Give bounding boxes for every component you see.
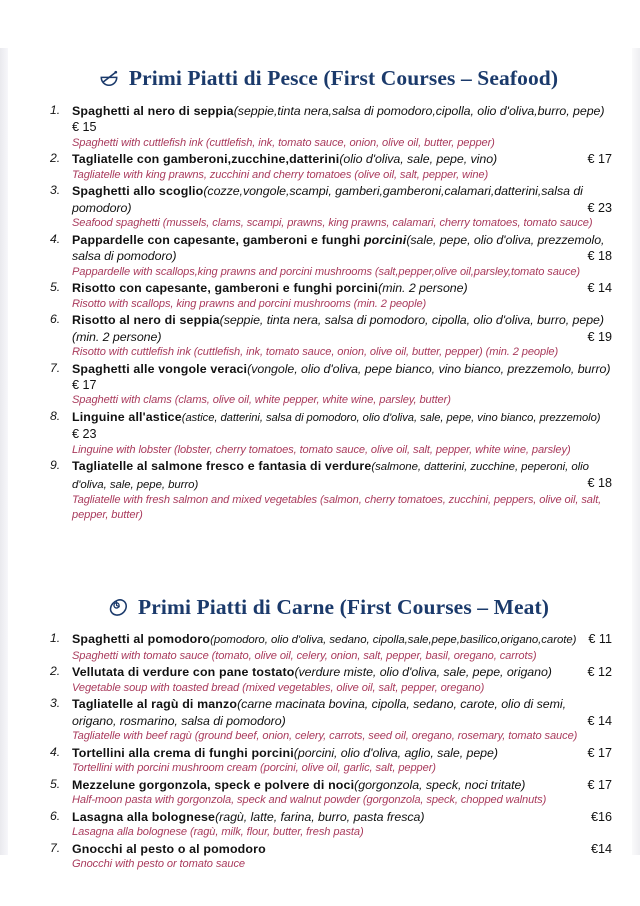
item-translation: Risotto with scallops, king prawns and porcini mushrooms (min. 2 people) — [72, 297, 427, 310]
item-main-line — [72, 664, 612, 680]
item-ingredients: (ragù, latte, farina, burro, pasta fresca) — [215, 809, 425, 824]
item-number: 2. — [50, 151, 61, 166]
menu-item[interactable] — [44, 280, 612, 311]
item-number: 5. — [50, 776, 61, 791]
menu-item[interactable] — [44, 696, 612, 743]
menu-item[interactable] — [44, 458, 612, 522]
item-ingredients: (pomodoro, olio d'oliva, sedano, cipolla,sale,pepe,basilico,origano,carote) — [210, 634, 577, 647]
item-main-line — [72, 777, 612, 793]
item-ingredients: (gorgonzola, speck, noci tritate) — [354, 777, 526, 792]
item-ingredients: (sale, pepe, olio d'oliva, prezzemolo, salsa di pomodoro) — [72, 232, 605, 264]
mortar-and-pestle-icon — [98, 68, 120, 90]
menu-item[interactable] — [44, 183, 612, 230]
menu-page-sheet — [8, 0, 632, 906]
menu-item[interactable] — [44, 631, 612, 663]
menu-item[interactable] — [44, 361, 612, 408]
item-ingredients: (seppie,tinta nera,salsa di pomodoro,cipolla, olio d'oliva,burro, pepe) — [233, 104, 605, 118]
item-translation: Lasagna alla bolognese (ragù, milk, flour, butter, fresh pasta) — [72, 826, 364, 839]
item-number: 1. — [50, 631, 61, 646]
item-main-line — [72, 103, 612, 136]
item-price: € 17 — [72, 378, 97, 393]
item-number: 2. — [50, 664, 61, 679]
item-number: 5. — [50, 280, 61, 295]
item-list-meat — [44, 631, 612, 871]
item-number: 1. — [50, 103, 61, 117]
item-name: Tagliatelle al ragù di manzo — [72, 697, 238, 712]
item-number: 8. — [50, 409, 61, 424]
item-translation: Tagliatelle with fresh salmon and mixed vegetables (salmon, cherry tomatoes, zucchini, peppers, olive oil, salt, pepper, butter) — [72, 494, 602, 521]
item-translation: Spaghetti with clams (clams, olive oil, white pepper, white wine, parsley, butter) — [72, 394, 451, 407]
item-name: Spaghetti allo scoglio — [72, 184, 204, 199]
item-price: € 17 — [587, 152, 612, 167]
item-number: 3. — [50, 183, 61, 198]
menu-item[interactable] — [44, 151, 612, 182]
item-translation: Tortellini with porcini mushroom cream (porcini, olive oil, garlic, salt, pepper) — [72, 762, 436, 775]
item-name: Pappardelle con capesante, gamberoni e funghi — [72, 232, 361, 247]
item-number: 4. — [50, 744, 61, 759]
item-translation: Vegetable soup with toasted bread (mixed vegetables, olive oil, salt, pepper, oregano) — [72, 681, 485, 694]
item-name: Spaghetti alle vongole veraci — [72, 361, 248, 376]
item-price: €16 — [590, 809, 612, 824]
item-name-italic-tail: porcini — [360, 232, 407, 247]
item-main-line — [72, 312, 612, 345]
item-number: 9. — [50, 458, 61, 473]
item-translation: Half-moon pasta with gorgonzola, speck and walnut powder (gorgonzola, speck, chopped walnuts) — [72, 794, 547, 807]
item-number: 6. — [50, 312, 61, 327]
item-translation: Tagliatelle with king prawns, zucchini and cherry tomatoes (olive oil, salt, pepper, wine) — [72, 168, 489, 181]
item-name: Mezzelune gorgonzola, speck e polvere di noci — [72, 777, 355, 792]
item-name: Tagliatelle con gamberoni,zucchine,datterini — [72, 152, 340, 167]
section-title-meat: Primi Piatti di Carne (First Courses – Meat) — [138, 595, 549, 620]
item-price: € 17 — [587, 745, 612, 760]
item-main-line — [72, 232, 612, 265]
item-main-line — [72, 745, 612, 761]
item-main-line — [72, 183, 612, 216]
item-ingredients: (carne macinata bovina, cipolla, sedano, carote, olio di semi, origano, rosmarino, salsa di pomodoro) — [72, 697, 566, 728]
item-name: Spaghetti al nero di seppia — [72, 104, 234, 118]
section-heading-meat — [44, 595, 612, 620]
ham-cut-icon — [107, 597, 129, 619]
item-price: € 18 — [587, 475, 612, 490]
item-price: € 14 — [587, 281, 612, 296]
item-ingredients: (vongole, olio d'oliva, pepe bianco, vino bianco, prezzemolo, burro) — [247, 361, 611, 376]
item-price: €14 — [590, 841, 612, 856]
item-name: Lasagna alla bolognese — [72, 809, 216, 824]
item-main-line — [72, 151, 612, 167]
menu-content — [44, 0, 612, 873]
page-edge-shadow-right — [632, 48, 640, 855]
item-translation: Linguine with lobster (lobster, cherry tomatoes, tomato sauce, olive oil, salt, pepper, white wine, parsley) — [72, 443, 571, 456]
item-translation: Risotto with cuttlefish ink (cuttlefish, ink, tomato sauce, onion, olive oil, butter, pepper) (min. 2 people) — [72, 346, 559, 359]
item-name-bold-tail: pomodoro — [144, 632, 211, 647]
item-translation: Gnocchi with pesto or tomato sauce — [72, 858, 245, 871]
item-number: 7. — [50, 360, 61, 375]
menu-item[interactable] — [44, 809, 612, 840]
menu-item[interactable] — [44, 312, 612, 359]
item-name: Vellutata di verdure con pane tostato — [72, 665, 295, 680]
menu-item[interactable] — [44, 841, 612, 872]
item-name: Risotto con capesante, gamberoni e funghi porcini — [72, 281, 379, 296]
item-name: Spaghetti al — [72, 632, 145, 647]
item-price: € 23 — [587, 200, 612, 215]
item-price: € 17 — [587, 777, 612, 792]
item-price: € 15 — [72, 120, 97, 135]
item-ingredients: (olio d'oliva, sale, pepe, vino) — [339, 152, 498, 167]
menu-item[interactable] — [44, 745, 612, 776]
menu-item[interactable] — [44, 103, 612, 150]
section-title-seafood: Primi Piatti di Pesce (First Courses – Seafood) — [128, 66, 559, 90]
item-translation: Seafood spaghetti (mussels, clams, scampi, prawns, king prawns, calamari, cherry tomatoes, tomato sauce) — [72, 217, 593, 230]
item-ingredients: (astice, datterini, salsa di pomodoro, olio d'oliva, sale, pepe, vino bianco, prezzemolo) — [181, 412, 601, 425]
item-number: 4. — [50, 231, 61, 246]
item-translation: Pappardelle with scallops,king prawns and porcini mushrooms (salt,pepper,olive oil,parsley,tomato sauce) — [72, 265, 580, 278]
item-ingredients: (min. 2 persone) — [378, 281, 468, 296]
item-main-line — [72, 409, 612, 443]
item-main-line — [72, 280, 612, 296]
item-name: Gnocchi al pesto o al pomodoro — [72, 841, 266, 856]
item-main-line — [72, 841, 612, 857]
item-translation: Tagliatelle with beef ragù (ground beef, onion, celery, carrots, seed oil, oregano, rosemary, tomato sauce) — [72, 730, 578, 743]
item-main-line — [72, 361, 612, 394]
item-number: 3. — [50, 696, 61, 711]
item-price: € 14 — [587, 713, 612, 728]
menu-item[interactable] — [44, 777, 612, 808]
item-list-seafood — [44, 103, 612, 522]
item-price: € 12 — [587, 665, 612, 680]
page-edge-shadow-left — [0, 48, 8, 855]
item-ingredients: (porcini, olio d'oliva, aglio, sale, pepe) — [293, 745, 498, 760]
item-ingredients: (seppie, tinta nera, salsa di pomodoro, cipolla, olio d'oliva, burro, pepe) (min. 2 persone) — [72, 313, 604, 344]
item-name: Linguine all'astice — [72, 410, 182, 425]
item-ingredients: (salmone, datterini, zucchine, peperoni, olio d'oliva, sale, pepe, burro) — [72, 461, 589, 491]
section-heading-seafood — [44, 66, 612, 91]
item-name: Risotto al nero di seppia — [72, 313, 220, 328]
item-name: Tortellini alla crema di funghi porcini — [72, 745, 294, 760]
item-translation: Spaghetti with tomato sauce (tomato, olive oil, celery, onion, salt, pepper, basil, oregano, carrots) — [72, 649, 537, 662]
menu-item[interactable] — [44, 409, 612, 457]
item-price: € 18 — [587, 249, 612, 264]
item-number: 6. — [50, 808, 61, 823]
item-main-line — [72, 696, 612, 729]
menu-item[interactable] — [44, 664, 612, 695]
item-ingredients: (cozze,vongole,scampi, gamberi,gamberoni,calamari,datterini,salsa di pomodoro) — [72, 184, 583, 215]
item-price: € 11 — [588, 632, 612, 647]
item-price: € 19 — [587, 329, 612, 344]
item-main-line — [72, 458, 612, 493]
item-main-line — [72, 631, 612, 648]
item-name: Tagliatelle al salmone fresco e fantasia di verdure — [72, 459, 372, 474]
item-price: € 23 — [72, 427, 97, 442]
item-main-line — [72, 809, 612, 825]
menu-item[interactable] — [44, 232, 612, 279]
item-ingredients: (verdure miste, olio d'oliva, sale, pepe, origano) — [294, 665, 552, 680]
item-number: 7. — [50, 840, 61, 855]
item-translation: Spaghetti with cuttlefish ink (cuttlefish, ink, tomato sauce, onion, olive oil, butter, pepper) — [72, 136, 495, 149]
